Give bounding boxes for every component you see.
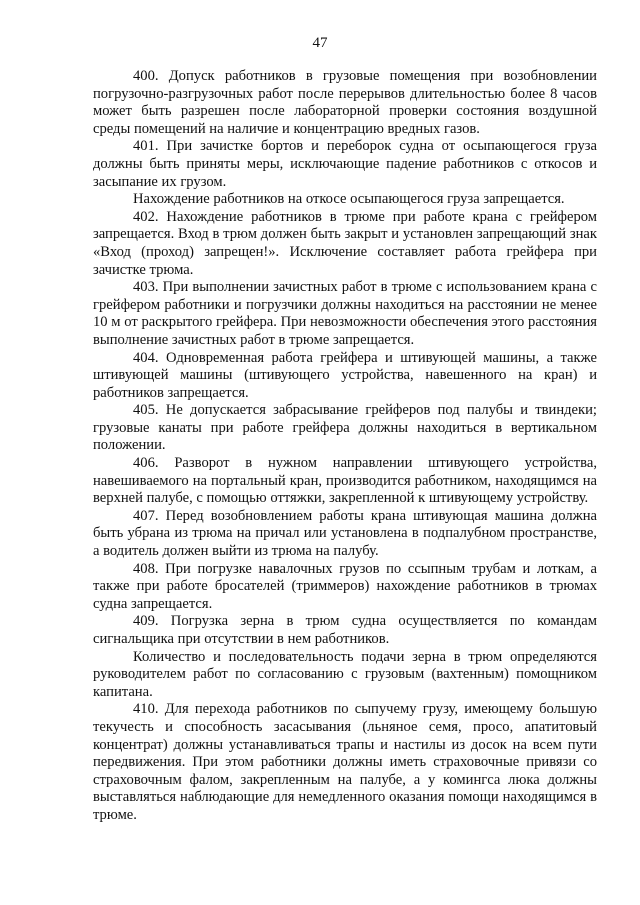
paragraph-401-note: Нахождение работников на откосе осыпающегося груза запрещается. bbox=[133, 191, 565, 208]
paragraph-401: 401. При зачистке бортов и переборок судна от осыпающегося груза должны быть приняты меры, исключающие падение работников с откосов и засыпание их грузом. bbox=[93, 138, 597, 190]
paragraph-409: 409. Погрузка зерна в трюм судна осуществляется по командам сигнальщика при отсутствии в нем работников. bbox=[93, 613, 597, 647]
paragraph-405: 405. Не допускается забрасывание грейферов под палубы и твиндеки; грузовые канаты при работе грейфера должны находиться в вертикальном положении. bbox=[93, 402, 597, 454]
paragraph-402: 402. Нахождение работников в трюме при работе крана с грейфером запрещается. Вход в трюм должен быть закрыт и установлен запрещающий знак «Вход (проход) запрещен!». Исключение составляет работа грейфера при зачистке трюма. bbox=[93, 208, 597, 278]
paragraph-410: 410. Для перехода работников по сыпучему грузу, имеющему большую текучесть и способность засасывания (льняное семя, просо, апатитовый концентрат) должны устанавливаться трапы и настилы из досок на всем пути передвижения. При этом работники должны иметь страховочные привязи со страховочным фалом, закрепленным на палубе, а у комингса люка должны выставляться наблюдающие для немедленного оказания помощи находящимся в трюме. bbox=[93, 701, 597, 823]
paragraph-403: 403. При выполнении зачистных работ в трюме с использованием крана с грейфером работники и погрузчики должны находиться на расстоянии не менее 10 м от раскрытого грейфера. При невозможности обеспечения этого расстояния выполнение зачистных работ в трюме запрещается. bbox=[93, 279, 597, 348]
paragraph-409-note: Количество и последовательность подачи зерна в трюм определяются руководителем работ по согласованию с грузовым (вахтенным) помощником капитана. bbox=[93, 648, 597, 700]
paragraph-400: 400. Допуск работников в грузовые помещения при возобновлении погрузочно-разгрузочных работ после перерывов длительностью более 8 часов может быть разрешен после лабораторной проверки состояния воздушной среды помещений на наличие и концентрацию вредных газов. bbox=[93, 68, 597, 137]
paragraph-404: 404. Одновременная работа грейфера и штивующей машины, а также штивующей машины (штивующего устройства, навешенного на кран) и работников запрещается. bbox=[93, 349, 597, 401]
paragraph-408: 408. При погрузке навалочных грузов по ссыпным трубам и лоткам, а также при работе бросателей (триммеров) нахождение работников в трюмах судна запрещается. bbox=[93, 560, 597, 612]
document-body bbox=[93, 68, 597, 825]
paragraph-407: 407. Перед возобновлением работы крана штивующая машина должна быть убрана из трюма на причал или установлена в подпалубном пространстве, а водитель должен выйти из трюма на палубу. bbox=[93, 507, 597, 560]
paragraph-406: 406. Разворот в нужном направлении штивующего устройства, навешиваемого на портальный кран, производится работником, находящимся на верхней палубе, с помощью оттяжки, закрепленной к штивующему устройству. bbox=[93, 455, 597, 507]
page-number: 47 bbox=[312, 35, 328, 51]
